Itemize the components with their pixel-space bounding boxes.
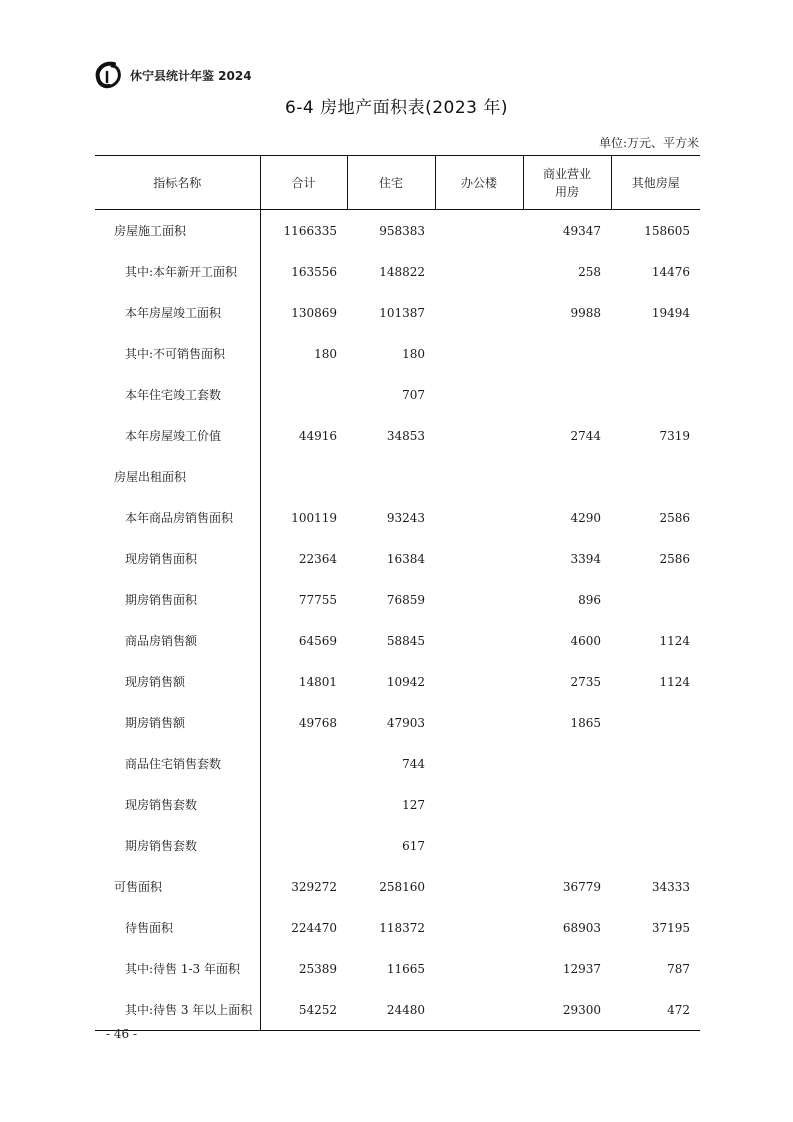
table-row: [95, 866, 700, 907]
cell-residential: 744: [402, 756, 425, 771]
table-row: [95, 702, 700, 743]
row-indicator-name: 房屋施工面积: [95, 210, 260, 252]
column-header-total: 合计: [260, 156, 347, 210]
table-row: [95, 292, 700, 333]
column-header-commercial: [523, 156, 611, 210]
cell-total: 22364: [298, 551, 337, 566]
cell-commercial: [523, 333, 611, 374]
cell-total: 100119: [291, 510, 337, 525]
cell-total: [260, 456, 347, 497]
cell-total: [260, 784, 347, 825]
cell-residential: 11665: [386, 961, 425, 976]
cell-other: 14476: [651, 264, 690, 279]
unit-label: 单位:万元、平方米: [598, 136, 699, 150]
cell-residential: 127: [402, 797, 425, 812]
cell-office: [435, 456, 523, 497]
row-indicator-name: 本年房屋竣工价值: [95, 415, 260, 456]
row-indicator-name: 现房销售额: [95, 661, 260, 702]
table-title: 6-4 房地产面积表(2023 年): [284, 98, 509, 118]
cell-residential: 148822: [379, 264, 425, 279]
table-row: [95, 948, 700, 989]
column-header-commercial-label: 商业营业用房: [542, 166, 591, 199]
column-header-office: 办公楼: [435, 156, 523, 210]
cell-commercial: 2744: [570, 428, 601, 443]
cell-office: [435, 784, 523, 825]
table-row: [95, 374, 700, 415]
cell-other: [611, 825, 700, 866]
cell-commercial: [523, 456, 611, 497]
cell-office: [435, 374, 523, 415]
cell-other: 7319: [659, 428, 690, 443]
cell-total: 163556: [291, 264, 337, 279]
table-row: [95, 210, 700, 252]
row-indicator-name: 现房销售套数: [95, 784, 260, 825]
cell-residential: 258160: [379, 879, 425, 894]
cell-office: [435, 333, 523, 374]
cell-total: 77755: [298, 592, 337, 607]
table-row: [95, 743, 700, 784]
cell-total: 54252: [260, 989, 347, 1031]
cell-other: [611, 702, 700, 743]
cell-residential: 24480: [347, 989, 435, 1031]
cell-residential: 101387: [379, 305, 425, 320]
cell-commercial: [523, 784, 611, 825]
cell-other: [611, 456, 700, 497]
cell-other: 472: [611, 989, 700, 1031]
cell-total: 25389: [298, 961, 337, 976]
table-header-row: [95, 156, 700, 210]
cell-other: [611, 333, 700, 374]
cell-residential: 16384: [386, 551, 425, 566]
cell-other: [611, 579, 700, 620]
row-indicator-name: 商品住宅销售套数: [95, 743, 260, 784]
row-indicator-name: 本年房屋竣工面积: [95, 292, 260, 333]
cell-other: 2586: [659, 510, 690, 525]
row-indicator-name: 其中:本年新开工面积: [95, 251, 260, 292]
table-row: [95, 251, 700, 292]
cell-office: [435, 702, 523, 743]
cell-commercial: [523, 743, 611, 784]
cell-commercial: 2735: [570, 674, 601, 689]
cell-total: [260, 825, 347, 866]
table-body: [95, 210, 700, 1031]
row-indicator-name: 其中:不可销售面积: [95, 333, 260, 374]
cell-total: 329272: [291, 879, 337, 894]
cell-commercial: 4290: [570, 510, 601, 525]
cell-residential: 34853: [386, 428, 425, 443]
cell-commercial: 1865: [570, 715, 601, 730]
cell-other: [611, 374, 700, 415]
table-row: [95, 825, 700, 866]
column-header-other: 其他房屋: [611, 156, 700, 210]
table-row: [95, 989, 700, 1031]
cell-total: 224470: [291, 920, 337, 935]
real-estate-area-table: [95, 155, 700, 1031]
table-row: [95, 907, 700, 948]
table-row: [95, 784, 700, 825]
cell-residential: 76859: [386, 592, 425, 607]
table-row: [95, 579, 700, 620]
table-row: [95, 415, 700, 456]
cell-residential: 93243: [386, 510, 425, 525]
row-indicator-name: 其中:待售 3 年以上面积: [95, 989, 260, 1031]
cell-total: 49768: [298, 715, 337, 730]
table-row: [95, 620, 700, 661]
row-indicator-name: 期房销售面积: [95, 579, 260, 620]
cell-commercial: 3394: [570, 551, 601, 566]
column-header-indicator: 指标名称: [95, 156, 260, 210]
table-row: [95, 661, 700, 702]
cell-commercial: 68903: [562, 920, 601, 935]
cell-total: [260, 374, 347, 415]
cell-residential: 10942: [386, 674, 425, 689]
cell-commercial: 4600: [570, 633, 601, 648]
cell-total: [260, 743, 347, 784]
cell-other: 1124: [659, 674, 690, 689]
cell-commercial: [523, 825, 611, 866]
cell-commercial: 896: [578, 592, 601, 607]
table-row: [95, 456, 700, 497]
cell-residential: 617: [402, 838, 425, 853]
cell-other: 158605: [644, 223, 690, 238]
cell-office: [435, 497, 523, 538]
cell-office: [435, 948, 523, 989]
row-indicator-name: 其中:待售 1-3 年面积: [95, 948, 260, 989]
cell-total: 64569: [298, 633, 337, 648]
cell-office: [435, 907, 523, 948]
cell-commercial: 12937: [562, 961, 601, 976]
book-title: 休宁县统计年鉴 2024: [130, 68, 252, 83]
cell-other: 34333: [651, 879, 690, 894]
cell-office: [435, 866, 523, 907]
cell-other: [611, 743, 700, 784]
row-indicator-name: 房屋出租面积: [95, 456, 260, 497]
row-indicator-name: 现房销售面积: [95, 538, 260, 579]
cell-office: [435, 538, 523, 579]
cell-total: 14801: [298, 674, 337, 689]
row-indicator-name: 期房销售额: [95, 702, 260, 743]
row-indicator-name: 商品房销售额: [95, 620, 260, 661]
row-indicator-name: 期房销售套数: [95, 825, 260, 866]
cell-total: 1166335: [283, 223, 337, 238]
cell-residential: 958383: [379, 223, 425, 238]
cell-commercial: 258: [578, 264, 601, 279]
yearbook-logo-icon: [94, 60, 124, 90]
row-indicator-name: 可售面积: [95, 866, 260, 907]
cell-office: [435, 620, 523, 661]
cell-office: [435, 210, 523, 252]
cell-other: 37195: [651, 920, 690, 935]
cell-other: 787: [667, 961, 690, 976]
cell-office: [435, 825, 523, 866]
cell-other: 2586: [659, 551, 690, 566]
cell-office: [435, 292, 523, 333]
cell-residential: 707: [402, 387, 425, 402]
table-row: [95, 333, 700, 374]
cell-other: [611, 784, 700, 825]
table-row: [95, 538, 700, 579]
page-number: - 46 -: [106, 1027, 138, 1041]
cell-office: [435, 989, 523, 1031]
cell-residential: 47903: [386, 715, 425, 730]
column-header-residential: 住宅: [347, 156, 435, 210]
cell-commercial: [523, 374, 611, 415]
row-indicator-name: 本年商品房销售面积: [95, 497, 260, 538]
cell-office: [435, 743, 523, 784]
cell-commercial: 9988: [570, 305, 601, 320]
row-indicator-name: 待售面积: [95, 907, 260, 948]
cell-total: 130869: [291, 305, 337, 320]
cell-residential: 58845: [386, 633, 425, 648]
cell-other: 19494: [651, 305, 690, 320]
cell-residential: 118372: [379, 920, 425, 935]
cell-commercial: 49347: [562, 223, 601, 238]
cell-residential: [347, 456, 435, 497]
page-header: [94, 60, 252, 90]
cell-office: [435, 661, 523, 702]
cell-other: 1124: [659, 633, 690, 648]
cell-office: [435, 251, 523, 292]
cell-commercial: 29300: [523, 989, 611, 1031]
cell-commercial: 36779: [562, 879, 601, 894]
cell-office: [435, 579, 523, 620]
cell-total: 180: [314, 346, 337, 361]
cell-office: [435, 415, 523, 456]
table-row: [95, 497, 700, 538]
cell-total: 44916: [298, 428, 337, 443]
cell-residential: 180: [402, 346, 425, 361]
row-indicator-name: 本年住宅竣工套数: [95, 374, 260, 415]
